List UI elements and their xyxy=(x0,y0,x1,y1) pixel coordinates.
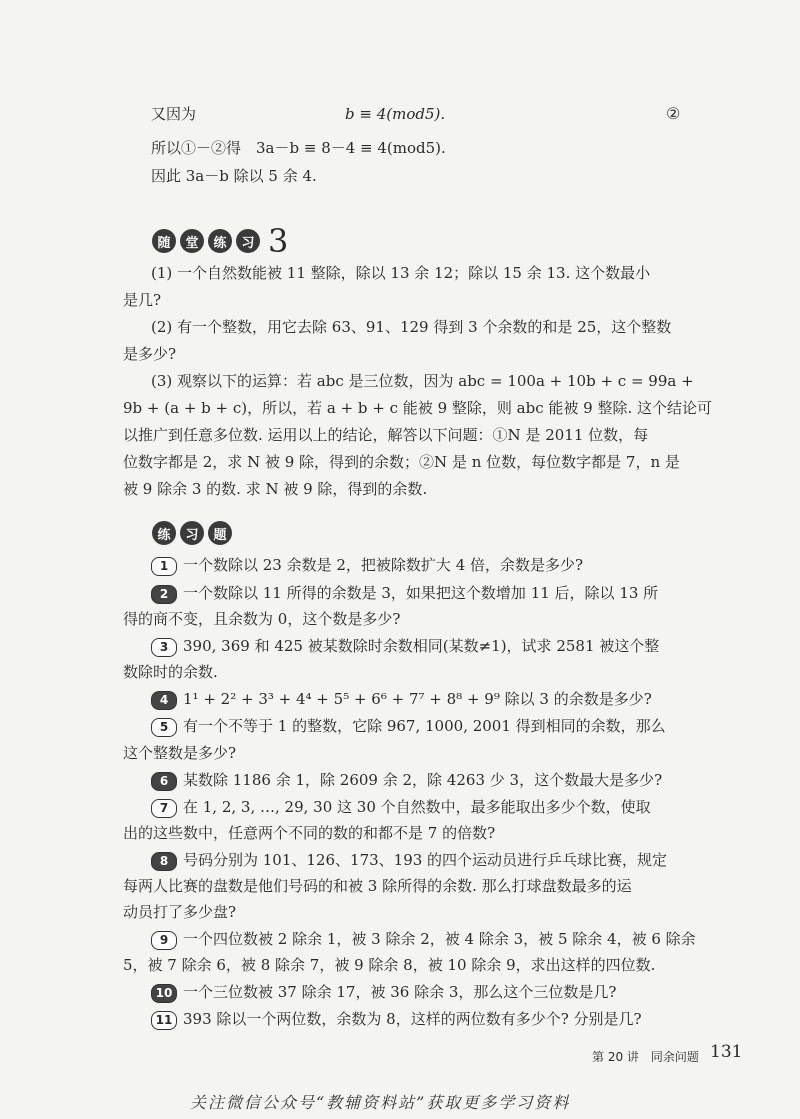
exercise-text: 出的这些数中，任意两个不同的数的和都不是 7 的倍数? xyxy=(123,824,496,842)
practice-line: 被 9 除余 3 的数. 求 N 被 9 除，得到的余数. xyxy=(123,480,428,498)
exercises-char-2: 习 xyxy=(180,521,204,545)
chapter-label: 第 20 讲 同余问题 xyxy=(592,1050,699,1064)
line3: 因此 3a－b 除以 5 余 4. xyxy=(151,167,317,185)
exercise-4 xyxy=(151,689,652,710)
exercise-10 xyxy=(151,982,616,1003)
exercise-text: 某数除 1186 余 1，除 2609 余 2，除 4263 少 3，这个数最大是多少? xyxy=(183,771,663,789)
exercise-text: 390, 369 和 425 被某数除时余数相同(某数≠1)，试求 2581 被这个整 xyxy=(183,637,660,655)
practice-line: (1) 一个自然数能被 11 整除，除以 13 余 12；除以 15 余 13. 这个数最小 xyxy=(151,264,651,282)
line1-label: 又因为 xyxy=(151,105,197,123)
exercise-text: 号码分别为 101、126、173、193 的四个运动员进行乒乓球比赛，规定 xyxy=(183,851,668,869)
page-number: 131 xyxy=(710,1042,743,1062)
exercise-text: 得的商不变，且余数为 0，这个数是多少? xyxy=(123,610,401,628)
exercise-text: 这个整数是多少? xyxy=(123,744,237,762)
exercises-char-3: 题 xyxy=(208,521,232,545)
exercise-text: 有一个不等于 1 的整数，它除 967, 1000, 2001 得到相同的余数，那么 xyxy=(183,717,666,735)
exercises-heading xyxy=(152,521,232,545)
exercise-text: 在 1, 2, 3, …, 29, 30 这 30 个自然数中，最多能取出多少个数，使取 xyxy=(183,798,651,816)
exercise-1 xyxy=(151,555,583,576)
exercise-text: 一个数除以 11 所得的余数是 3，如果把这个数增加 11 后，除以 13 所 xyxy=(183,584,659,602)
practice-line: 以推广到任意多位数. 运用以上的结论，解答以下问题：①N 是 2011 位数，每 xyxy=(123,426,649,444)
exercise-5 xyxy=(151,716,666,737)
practice-char-1: 随 xyxy=(152,229,176,253)
exercise-number: 7 xyxy=(151,799,177,818)
exercise-11 xyxy=(151,1009,642,1030)
practice-char-3: 练 xyxy=(208,229,232,253)
exercise-text: 一个四位数被 2 除余 1，被 3 除余 2，被 4 除余 3，被 5 除余 4，被 6 除余 xyxy=(183,930,696,948)
line2: 所以①－②得 3a－b ≡ 8－4 ≡ 4(mod5). xyxy=(151,139,446,157)
exercise-3 xyxy=(151,636,659,657)
exercise-number: 9 xyxy=(151,931,177,950)
exercise-text: 一个三位数被 37 除余 17，被 36 除余 3，那么这个三位数是几? xyxy=(183,983,617,1001)
practice-char-4: 习 xyxy=(236,229,260,253)
exercise-text: 数除时的余数. xyxy=(123,663,218,681)
exercises-char-1: 练 xyxy=(152,521,176,545)
exercise-8 xyxy=(151,850,667,871)
exercise-text: 1¹ + 2² + 3³ + 4⁴ + 5⁵ + 6⁶ + 7⁷ + 8⁸ + 9⁹ 除以 3 的余数是多少? xyxy=(183,690,652,708)
watermark-text: 关注微信公众号“教辅资料站”获取更多学习资料 xyxy=(190,1093,571,1112)
exercise-text: 5，被 7 除余 6，被 8 除余 7，被 9 除余 8，被 10 除余 9，求出这样的四位数. xyxy=(123,956,656,974)
practice-line: (3) 观察以下的运算：若 abc 是三位数，因为 abc = 100a + 10b + c = 99a + xyxy=(151,372,694,390)
exercise-7 xyxy=(151,797,651,818)
exercise-6 xyxy=(151,770,662,791)
exercise-number: 5 xyxy=(151,718,177,737)
exercise-number: 11 xyxy=(151,1011,177,1030)
equation-marker-2: ② xyxy=(666,104,681,123)
exercise-number: 4 xyxy=(151,691,177,710)
exercise-text: 一个数除以 23 余数是 2，把被除数扩大 4 倍，余数是多少? xyxy=(183,556,584,574)
exercise-text: 每两人比赛的盘数是他们号码的和被 3 除所得的余数. 那么打球盘数最多的运 xyxy=(123,877,632,895)
practice-number: 3 xyxy=(268,222,289,260)
exercise-number: 3 xyxy=(151,638,177,657)
practice-heading xyxy=(152,222,289,260)
exercise-number: 6 xyxy=(151,772,177,791)
exercise-9 xyxy=(151,929,696,950)
exercise-number: 8 xyxy=(151,852,177,871)
practice-line: 9b + (a + b + c)，所以，若 a + b + c 能被 9 整除，则 abc 能被 9 整除. 这个结论可 xyxy=(123,399,712,417)
practice-line: 是几? xyxy=(123,291,162,309)
exercise-number: 10 xyxy=(151,984,177,1003)
practice-line: 是多少? xyxy=(123,345,177,363)
exercise-2 xyxy=(151,583,658,604)
practice-char-2: 堂 xyxy=(180,229,204,253)
line1-expr: b ≡ 4(mod5). xyxy=(345,105,446,123)
exercise-number: 1 xyxy=(151,557,177,576)
exercise-number: 2 xyxy=(151,585,177,604)
exercise-text: 393 除以一个两位数，余数为 8，这样的两位数有多少个? 分别是几? xyxy=(183,1010,642,1028)
practice-line: 位数字都是 2，求 N 被 9 除，得到的余数；②N 是 n 位数，每位数字都是 7，n 是 xyxy=(123,453,680,471)
practice-line: (2) 有一个整数，用它去除 63、91、129 得到 3 个余数的和是 25，这个整数 xyxy=(151,318,672,336)
exercise-text: 动员打了多少盘? xyxy=(123,903,237,921)
